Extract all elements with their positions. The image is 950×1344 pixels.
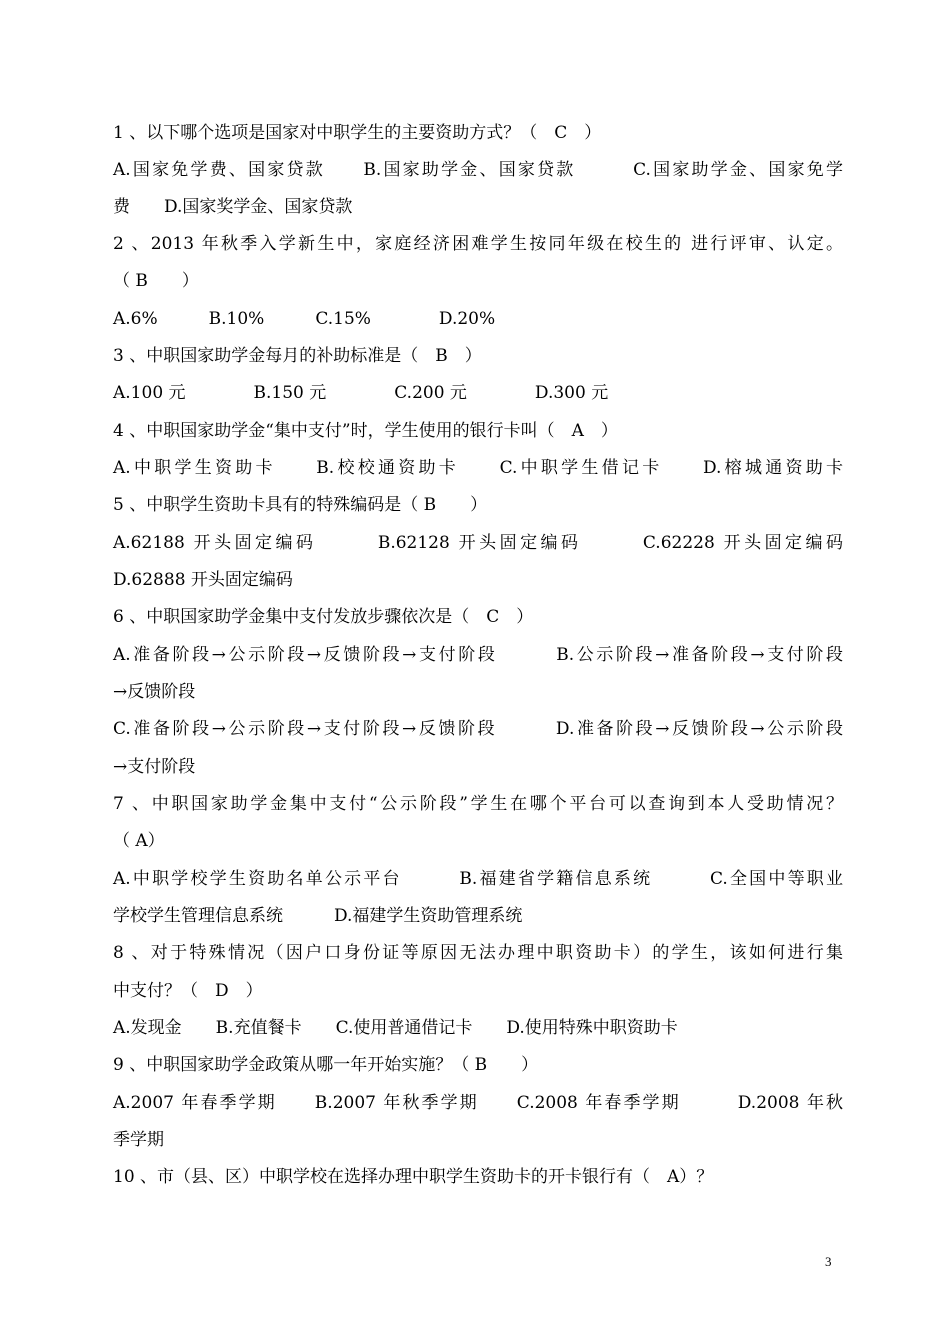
question-8: 8 、对于特殊情况（因户口身份证等原因无法办理中职资助卡）的学生，该如何进行集	[113, 943, 843, 963]
question-6-options-cd-cont: →支付阶段	[113, 757, 196, 777]
question-9: 9 、中职国家助学金政策从哪一年开始实施？（ B ）	[113, 1055, 539, 1075]
question-9-options: A.2007 年春季学期 B.2007 年秋季学期 C.2008 年春季学期 D.2008 年秋	[113, 1093, 843, 1113]
question-5: 5 、中职学生资助卡具有的特殊编码是（ B ）	[113, 495, 488, 515]
question-2-answer: （ B ）	[113, 271, 199, 291]
question-8-cont: 中支付？（ D ）	[113, 981, 263, 1001]
question-1-options: A.国家免学费、国家贷款 B.国家助学金、国家贷款 C.国家助学金、国家免学	[113, 160, 843, 180]
question-7-options: A.中职学校学生资助名单公示平台 B.福建省学籍信息系统 C.全国中等职业	[113, 869, 843, 889]
question-1-options-cont: 费 D.国家奖学金、国家贷款	[113, 197, 353, 217]
question-10: 10 、市（县、区）中职学校在选择办理中职学生资助卡的开卡银行有（ A）？	[113, 1167, 714, 1187]
question-3: 3 、中职国家助学金每月的补助标准是（ B ）	[113, 346, 482, 366]
question-2-options: A.6% B.10% C.15% D.20%	[113, 309, 496, 329]
question-5-options-cont: D.62888 开头固定编码	[113, 570, 293, 590]
question-7-options-cont: 学校学生管理信息系统 D.福建学生资助管理系统	[113, 906, 523, 926]
question-4-options: A.中职学生资助卡 B.校校通资助卡 C.中职学生借记卡 D.榕城通资助卡	[113, 458, 843, 478]
question-9-options-cont: 季学期	[113, 1130, 164, 1150]
question-6: 6 、中职国家助学金集中支付发放步骤依次是（ C ）	[113, 607, 534, 627]
question-6-options-ab-cont: →反馈阶段	[113, 682, 196, 702]
page-number: 3	[825, 1254, 832, 1269]
question-4: 4 、中职国家助学金“集中支付”时，学生使用的银行卡叫（ A ）	[113, 421, 618, 441]
question-1: 1 、以下哪个选项是国家对中职学生的主要资助方式？（ C ）	[113, 123, 602, 143]
question-5-options: A.62188 开头固定编码 B.62128 开头固定编码 C.62228 开头固定编码	[113, 533, 843, 553]
question-8-options: A.发现金 B.充值餐卡 C.使用普通借记卡 D.使用特殊中职资助卡	[113, 1018, 678, 1038]
question-2: 2 、2013 年秋季入学新生中，家庭经济困难学生按同年级在校生的 进行评审、认定。	[113, 234, 843, 254]
question-7: 7 、中职国家助学金集中支付“公示阶段”学生在哪个平台可以查询到本人受助情况？	[113, 794, 843, 814]
question-6-options-ab: A.准备阶段→公示阶段→反馈阶段→支付阶段 B.公示阶段→准备阶段→支付阶段	[113, 645, 843, 665]
question-7-answer: （ A）	[113, 831, 165, 851]
question-3-options: A.100 元 B.150 元 C.200 元 D.300 元	[113, 383, 609, 403]
question-6-options-cd: C.准备阶段→公示阶段→支付阶段→反馈阶段 D.准备阶段→反馈阶段→公示阶段	[113, 719, 843, 739]
